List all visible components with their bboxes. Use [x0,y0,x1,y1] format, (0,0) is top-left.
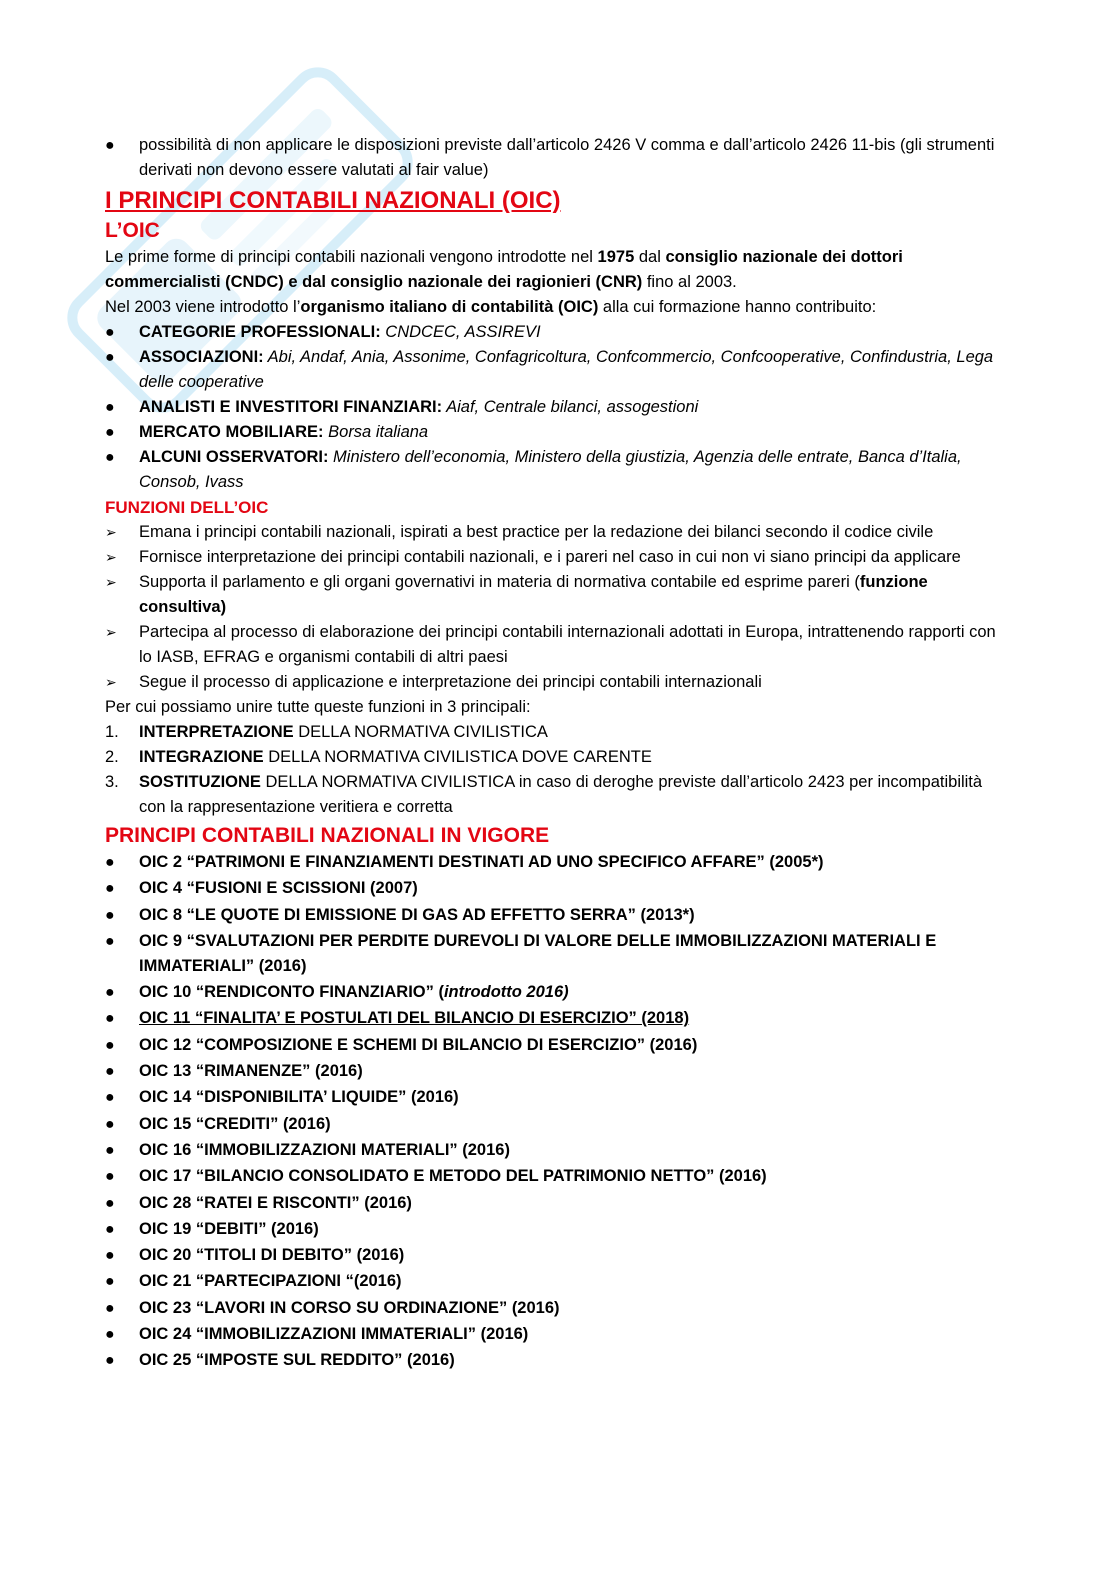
list-item [105,876,1005,901]
list-item [105,1006,1005,1031]
bullet-icon: ● [105,1299,115,1317]
member-label: MERCATO MOBILIARE: [139,423,324,441]
list-item [105,929,1005,979]
list-item [105,1348,1005,1373]
function-rest: DELLA NORMATIVA CIVILISTICA in caso di deroghe previste dall’articolo 2423 per incompatibilità con la rappresentazione veritiera e corretta [139,773,983,816]
principle-text: OIC 4 “FUSIONI E SCISSIONI (2007) [139,879,418,898]
bullet-icon: ● [105,1247,115,1265]
bullet-icon: ● [105,1141,115,1159]
function-bold: funzione consultiva) [139,573,928,616]
principle-text: OIC 2 “PATRIMONI E FINANZIAMENTI DESTINATI AD UNO SPECIFICO AFFARE” (2005*) [139,853,824,871]
p1-councils: consiglio nazionale dei dottori commercialisti (CNDC) e dal consiglio nazionale dei ragionieri (CNR) [105,248,903,291]
principles-list [105,850,1005,1373]
function-text: Partecipa al processo di elaborazione dei principi contabili internazionali adottati in Europa, intrattenendo rapporti con lo IASB, EFRAG e organismi contabili di altri paesi [139,623,996,666]
bullet-icon: ● [105,424,115,441]
p2-text-a: Nel 2003 viene introdotto l’ [105,298,301,316]
bullet-icon: ● [105,1273,115,1291]
section-principles-heading: PRINCIPI CONTABILI NAZIONALI IN VIGORE [105,824,550,847]
list-item [105,980,1005,1005]
p2-oic-name: organismo italiano di contabilità (OIC) [300,298,599,316]
bullet-icon: ● [105,1168,115,1186]
functions-list [105,520,1005,695]
bullet-icon: ● [105,1115,115,1133]
list-item [105,570,1005,620]
oic-paragraph-2 [105,295,1005,320]
functions-summary: Per cui possiamo unire tutte queste funzioni in 3 principali: [105,698,531,716]
bullet-icon: ● [105,449,115,466]
bullet-icon: ● [105,1326,115,1344]
function-keyword: SOSTITUZIONE [139,773,261,791]
member-label: CATEGORIE PROFESSIONALI: [139,323,381,341]
list-item [105,1033,1005,1058]
list-item [105,745,1005,770]
member-label: ALCUNI OSSERVATORI: [139,448,329,466]
p1-text-e: fino al 2003. [642,273,737,291]
member-value: Aiaf, Centrale bilanci, assogestioni [442,398,699,416]
principle-note: introdotto 2016) [443,983,569,1002]
bullet-icon: ● [105,854,115,871]
principle-text: OIC 21 “PARTECIPAZIONI “(2016) [139,1272,402,1291]
list-item [105,770,1005,820]
bullet-icon: ● [105,1089,115,1107]
bullet-icon: ● [105,137,115,154]
function-rest: DELLA NORMATIVA CIVILISTICA [293,723,548,741]
arrow-bullet-icon: ➢ [105,524,117,540]
bullet-icon: ● [105,1352,115,1370]
p1-year: 1975 [597,248,635,266]
list-item [105,720,1005,745]
member-value: CNDCEC, ASSIREVI [380,323,541,341]
bullet-icon: ● [105,1010,115,1028]
p2-text-c: alla cui formazione hanno contribuito: [598,298,877,316]
principle-text: OIC 15 “CREDITI” (2016) [139,1114,331,1133]
bullet-icon: ● [105,324,115,341]
member-value: Borsa italiana [323,423,429,441]
principle-text: OIC 14 “DISPONIBILITA’ LIQUIDE” (2016) [139,1088,459,1107]
main-functions-list [105,720,1005,820]
list-item [105,1191,1005,1216]
arrow-bullet-icon: ➢ [105,624,117,640]
principle-text: OIC 28 “RATEI E RISCONTI” (2016) [139,1193,412,1212]
principle-text: OIC 12 “COMPOSIZIONE E SCHEMI DI BILANCIO DI ESERCIZIO” (2016) [139,1035,698,1054]
list-item [105,1296,1005,1321]
bullet-icon: ● [105,906,115,924]
p1-text-c: dal [634,248,666,266]
bullet-icon: ● [105,1063,115,1081]
list-item [105,345,1005,395]
principle-text: OIC 8 “LE QUOTE DI EMISSIONE DI GAS AD EFFETTO SERRA” (2013*) [139,905,695,924]
principle-text: OIC 19 “DEBITI” (2016) [139,1219,319,1238]
list-item [105,445,1005,495]
section-functions-heading: FUNZIONI DELL’OIC [105,498,269,517]
principle-text: OIC 13 “RIMANENZE” (2016) [139,1062,363,1081]
intro-bullet-text: possibilità di non applicare le disposizioni previste dall’articolo 2426 V comma e dall’articolo 2426 11-bis (gli strumenti derivati non devono essere valutati al fair value) [139,136,995,179]
principle-text: OIC 17 “BILANCIO CONSOLIDATO E METODO DEL PATRIMONIO NETTO” (2016) [139,1167,767,1186]
principle-text: OIC 9 “SVALUTAZIONI PER PERDITE DUREVOLI DI VALORE DELLE IMMOBILIZZAZIONI MATERIALI E IMMATERIALI” (2016) [139,931,937,975]
principle-text: OIC 20 “TITOLI DI DEBITO” (2016) [139,1246,405,1265]
principle-text: OIC 24 “IMMOBILIZZAZIONI IMMATERIALI” (2016) [139,1325,529,1344]
oic-paragraph-1 [105,245,1005,295]
document-title: I PRINCIPI CONTABILI NAZIONALI (OIC) [105,187,561,214]
bullet-icon: ● [105,399,115,416]
function-rest: DELLA NORMATIVA CIVILISTICA DOVE CARENTE [263,748,652,766]
section-oic-heading: L’OIC [105,219,160,242]
member-label: ASSOCIAZIONI: [139,348,264,366]
function-text: Segue il processo di applicazione e interpretazione dei principi contabili internazionali [139,673,762,691]
principle-text: OIC 25 “IMPOSTE SUL REDDITO” (2016) [139,1351,455,1370]
list-item [105,420,1005,445]
principle-text: OIC 10 “RENDICONTO FINANZIARIO” ( [139,983,444,1002]
member-label: ANALISTI E INVESTITORI FINANZIARI: [139,398,443,416]
list-item [105,1243,1005,1268]
oic-members-list [105,320,1005,495]
list-item [105,670,1005,695]
bullet-icon: ● [105,1194,115,1212]
arrow-bullet-icon: ➢ [105,549,117,565]
list-item [105,1322,1005,1347]
list-number: 1. [105,723,119,741]
function-keyword: INTEGRAZIONE [139,748,264,766]
list-item [105,1269,1005,1294]
list-item [105,1138,1005,1163]
list-item [105,320,1005,345]
document-page [105,133,1005,1375]
list-item [105,520,1005,545]
function-keyword: INTERPRETAZIONE [139,723,294,741]
bullet-icon: ● [105,984,115,1002]
bullet-icon: ● [105,880,115,898]
principle-text: OIC 16 “IMMOBILIZZAZIONI MATERIALI” (2016) [139,1140,510,1159]
list-item [105,395,1005,420]
arrow-bullet-icon: ➢ [105,574,117,590]
list-item [105,1217,1005,1242]
list-number: 3. [105,773,119,791]
bullet-icon: ● [105,932,115,950]
list-item [105,903,1005,928]
list-item [105,1112,1005,1137]
list-item [105,620,1005,670]
member-value: Ministero dell’economia, Ministero della giustizia, Agenzia delle entrate, Banca d’Italia, Consob, Ivass [139,448,962,491]
function-text: Emana i principi contabili nazionali, ispirati a best practice per la redazione dei bilanci secondo il codice civile [139,523,934,541]
list-item [105,850,1005,875]
list-item [105,545,1005,570]
principle-text: OIC 23 “LAVORI IN CORSO SU ORDINAZIONE” (2016) [139,1298,560,1317]
intro-bullet [105,133,1005,183]
bullet-icon: ● [105,1036,115,1054]
bullet-icon: ● [105,349,115,366]
arrow-bullet-icon: ➢ [105,674,117,690]
function-text: Supporta il parlamento e gli organi governativi in materia di normativa contabile ed esprime pareri ( [139,573,860,591]
p1-text-a: Le prime forme di principi contabili nazionali vengono introdotte nel [105,248,598,266]
principle-text: OIC 11 “FINALITA’ E POSTULATI DEL BILANCIO DI ESERCIZIO” (2018) [139,1009,690,1028]
list-number: 2. [105,748,119,766]
list-item [105,1085,1005,1110]
list-item [105,1164,1005,1189]
list-item [105,1059,1005,1084]
function-text: Fornisce interpretazione dei principi contabili nazionali, e i pareri nel caso in cui non vi siano principi da applicare [139,548,961,566]
member-value: Abi, Andaf, Ania, Assonime, Confagricoltura, Confcommercio, Confcooperative, Confindustria, Lega delle cooperative [139,348,994,391]
bullet-icon: ● [105,1220,115,1238]
